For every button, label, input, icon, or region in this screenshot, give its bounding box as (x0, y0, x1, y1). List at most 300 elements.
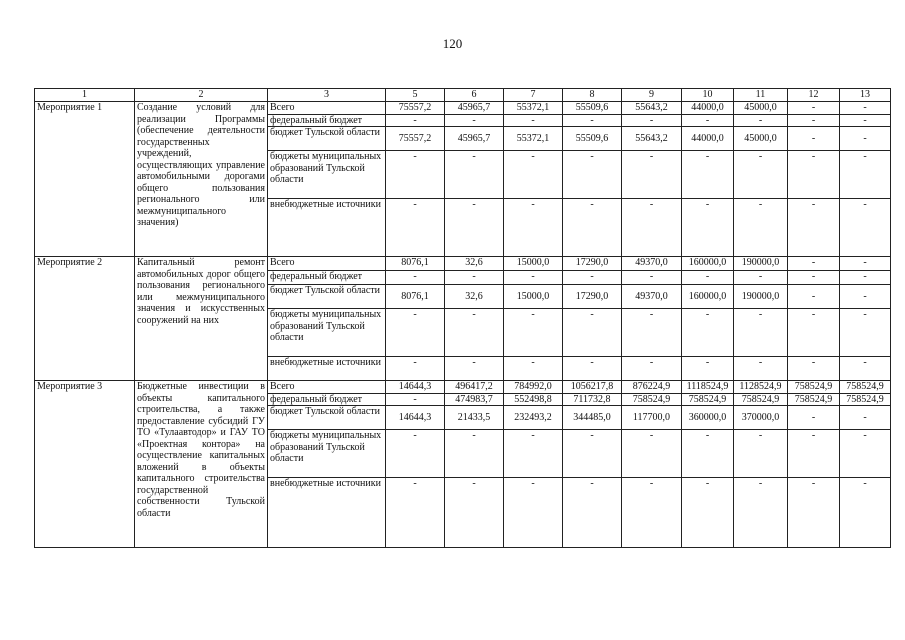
value-cell (622, 406, 682, 430)
value-text: 44000,0 (691, 102, 724, 113)
event-name: Мероприятие 3 (35, 381, 135, 548)
value-text: - (413, 478, 417, 489)
value-text: - (758, 430, 763, 441)
value-cell (788, 478, 840, 548)
value-text: - (649, 357, 654, 368)
value-text: 75557,2 (398, 102, 432, 113)
value-text: - (590, 478, 594, 489)
value-text: 1118524,9 (686, 381, 729, 392)
value-cell (386, 381, 445, 394)
event-description: Бюджетные инвестиции в объекты капитального строительства, а также предоставление субсидий ГУ ТО «Тулаавтодор» и ГАУ ТО «Проектная контора» на осуществление капитальных вложений в объекты капитального строительства государственной собственности Тульской области (135, 381, 268, 548)
value-cell (622, 114, 682, 127)
value-cell (788, 271, 840, 285)
value-text: - (590, 357, 594, 368)
value-text: 55643,2 (635, 102, 668, 113)
value-cell (563, 381, 622, 394)
value-cell (682, 114, 734, 127)
value-cell (504, 357, 563, 381)
header-cell: 8 (563, 89, 622, 102)
value-text: 55372,1 (516, 132, 550, 144)
value-text: - (863, 151, 867, 162)
value-cell (504, 127, 563, 151)
value-cell (682, 357, 734, 381)
value-cell (504, 199, 563, 257)
value-text: 55372,1 (516, 102, 550, 113)
value-cell (563, 430, 622, 478)
value-text: 496417,2 (455, 381, 493, 392)
value-text: - (811, 290, 816, 302)
value-text: - (472, 114, 476, 126)
header-row (35, 89, 891, 102)
value-cell (445, 430, 504, 478)
value-cell (622, 151, 682, 199)
value-cell (788, 357, 840, 381)
funding-source: бюджет Тульской области (268, 285, 386, 309)
value-cell (445, 478, 504, 548)
value-cell (445, 102, 504, 115)
value-text: - (705, 271, 710, 282)
value-cell (504, 309, 563, 357)
value-cell (445, 199, 504, 257)
value-text: 8076,1 (401, 290, 429, 302)
value-cell (386, 151, 445, 199)
event-description: Капитальный ремонт автомобильных дорог общего пользования регионального или межмуниципального значения и искусственных сооружений на них (135, 257, 268, 381)
value-cell (622, 393, 682, 406)
value-cell (734, 309, 788, 357)
value-text: 160000,0 (688, 290, 727, 302)
value-text: - (531, 430, 535, 441)
value-cell (682, 102, 734, 115)
value-cell (840, 151, 891, 199)
value-cell (840, 199, 891, 257)
value-cell (504, 406, 563, 430)
value-text: 474983,7 (455, 393, 493, 405)
value-text: - (811, 357, 816, 368)
value-text: - (472, 309, 476, 320)
value-text: 758524,9 (688, 393, 727, 405)
value-text: - (413, 271, 417, 282)
value-cell (563, 478, 622, 548)
value-text: 75557,2 (398, 132, 432, 144)
value-text: 45000,0 (744, 102, 777, 113)
value-cell (682, 127, 734, 151)
header-cell: 13 (840, 89, 891, 102)
value-text: - (758, 271, 763, 282)
value-cell (622, 257, 682, 271)
value-text: - (863, 114, 867, 126)
value-text: - (590, 309, 594, 320)
value-text: 15000,0 (516, 257, 550, 268)
value-text: - (811, 151, 816, 162)
value-cell (445, 406, 504, 430)
table-row (35, 381, 891, 394)
value-cell (445, 393, 504, 406)
value-text: 360000,0 (688, 411, 727, 423)
value-text: 758524,9 (794, 381, 833, 392)
value-cell (788, 102, 840, 115)
funding-source: бюджет Тульской области (268, 127, 386, 151)
value-cell (734, 357, 788, 381)
value-cell (734, 102, 788, 115)
value-cell (734, 430, 788, 478)
value-text: - (531, 114, 535, 126)
funding-source: Всего (268, 257, 386, 271)
value-text: 15000,0 (516, 290, 550, 302)
funding-source: внебюджетные источники (268, 357, 386, 381)
value-text: - (413, 151, 417, 162)
value-text: - (413, 430, 417, 441)
value-cell (788, 381, 840, 394)
value-cell (840, 357, 891, 381)
value-text: 55509,6 (575, 102, 609, 113)
value-text: - (811, 271, 816, 282)
value-cell (788, 127, 840, 151)
value-cell (840, 309, 891, 357)
value-text: - (863, 357, 867, 368)
funding-source: внебюджетные источники (268, 199, 386, 257)
value-text: 45000,0 (744, 132, 777, 144)
value-text: 758524,9 (794, 393, 833, 405)
value-text: - (705, 430, 710, 441)
value-text: 758524,9 (741, 393, 780, 405)
value-text: - (863, 199, 867, 210)
value-text: - (705, 357, 710, 368)
value-text: 190000,0 (741, 290, 780, 302)
funding-source: федеральный бюджет (268, 393, 386, 406)
value-text: - (863, 132, 867, 144)
value-cell (622, 285, 682, 309)
value-text: - (531, 357, 535, 368)
value-text: - (649, 114, 654, 126)
value-text: - (811, 257, 816, 268)
value-text: - (758, 151, 763, 162)
value-cell (386, 102, 445, 115)
value-cell (840, 102, 891, 115)
value-text: - (758, 478, 763, 489)
value-cell (734, 393, 788, 406)
value-cell (504, 271, 563, 285)
value-text: 17290,0 (575, 257, 609, 268)
value-text: - (811, 132, 816, 144)
value-cell (563, 406, 622, 430)
value-text: 8076,1 (401, 257, 429, 268)
value-text: - (649, 151, 654, 162)
value-text: - (590, 151, 594, 162)
value-cell (445, 285, 504, 309)
value-text: 758524,9 (632, 393, 671, 405)
value-cell (445, 151, 504, 199)
value-cell (563, 199, 622, 257)
value-cell (788, 309, 840, 357)
value-cell (563, 127, 622, 151)
event-description: Создание условий для реализации Программы (обеспечение деятельности государственных учреждений, осуществляющих управление автомобильными дорогами общего пользования регионального или межмуниципального значения) (135, 102, 268, 257)
value-text: - (413, 199, 417, 210)
value-text: - (705, 309, 710, 320)
budget-table (34, 88, 891, 548)
value-cell (788, 285, 840, 309)
value-cell (563, 102, 622, 115)
value-text: - (413, 393, 417, 405)
value-text: 784992,0 (514, 381, 552, 392)
value-cell (622, 309, 682, 357)
value-cell (386, 478, 445, 548)
value-cell (563, 285, 622, 309)
value-text: - (863, 102, 867, 113)
header-cell: 7 (504, 89, 563, 102)
header-cell: 5 (386, 89, 445, 102)
value-text: - (649, 271, 654, 282)
funding-source: федеральный бюджет (268, 114, 386, 127)
value-text: - (413, 309, 417, 320)
value-cell (682, 199, 734, 257)
value-text: - (413, 357, 417, 368)
value-cell (563, 357, 622, 381)
value-cell (445, 114, 504, 127)
value-text: - (472, 357, 476, 368)
value-text: 14644,3 (398, 411, 432, 423)
value-cell (563, 393, 622, 406)
value-cell (682, 309, 734, 357)
value-cell (445, 357, 504, 381)
value-cell (386, 309, 445, 357)
value-cell (504, 114, 563, 127)
value-text: 117700,0 (632, 411, 671, 423)
value-cell (386, 257, 445, 271)
value-text: - (649, 430, 654, 441)
funding-source: бюджеты муниципальных образований Тульской области (268, 309, 386, 357)
header-cell: 10 (682, 89, 734, 102)
value-cell (682, 393, 734, 406)
value-text: 49370,0 (635, 257, 668, 268)
value-text: - (413, 114, 417, 126)
value-cell (504, 151, 563, 199)
value-cell (840, 285, 891, 309)
value-cell (788, 151, 840, 199)
value-text: 55509,6 (575, 132, 609, 144)
table-body (35, 102, 891, 548)
value-text: 32,6 (465, 290, 483, 302)
value-cell (840, 393, 891, 406)
funding-source: бюджет Тульской области (268, 406, 386, 430)
value-cell (504, 478, 563, 548)
value-cell (734, 271, 788, 285)
value-text: 552498,8 (514, 393, 552, 405)
value-cell (386, 393, 445, 406)
value-cell (682, 257, 734, 271)
funding-source: Всего (268, 102, 386, 115)
value-text: 55643,2 (635, 132, 668, 144)
value-cell (386, 285, 445, 309)
value-text: - (758, 199, 763, 210)
value-text: - (531, 309, 535, 320)
header-cell: 11 (734, 89, 788, 102)
value-text: 14644,3 (398, 381, 432, 392)
value-cell (840, 114, 891, 127)
value-text: 190000,0 (741, 257, 780, 268)
value-cell (734, 478, 788, 548)
value-cell (445, 271, 504, 285)
value-cell (622, 430, 682, 478)
value-cell (840, 271, 891, 285)
value-cell (386, 199, 445, 257)
event-name: Мероприятие 2 (35, 257, 135, 381)
value-text: 370000,0 (741, 411, 780, 423)
value-text: - (863, 309, 867, 320)
header-cell: 6 (445, 89, 504, 102)
value-text: - (811, 114, 816, 126)
value-text: - (863, 411, 867, 423)
value-text: - (811, 430, 816, 441)
value-cell (788, 393, 840, 406)
value-cell (840, 478, 891, 548)
header-cell: 9 (622, 89, 682, 102)
value-cell (563, 309, 622, 357)
value-cell (682, 406, 734, 430)
value-text: - (590, 199, 594, 210)
value-text: - (590, 271, 594, 282)
value-cell (682, 151, 734, 199)
value-text: - (811, 102, 816, 113)
value-text: - (758, 114, 763, 126)
value-text: 876224,9 (632, 381, 671, 392)
value-cell (622, 127, 682, 151)
value-text: - (863, 478, 867, 489)
value-text: - (649, 309, 654, 320)
value-cell (445, 381, 504, 394)
header-cell: 1 (35, 89, 135, 102)
value-text: - (811, 309, 816, 320)
value-text: - (758, 309, 763, 320)
value-cell (788, 199, 840, 257)
value-cell (504, 102, 563, 115)
value-text: 32,6 (465, 257, 483, 268)
value-text: 758524,9 (846, 381, 884, 392)
value-cell (386, 114, 445, 127)
value-cell (622, 381, 682, 394)
value-text: - (811, 411, 816, 423)
page-number: 120 (442, 36, 463, 51)
funding-source: бюджеты муниципальных образований Тульской области (268, 430, 386, 478)
value-text: - (863, 271, 867, 282)
value-cell (840, 127, 891, 151)
event-name: Мероприятие 1 (35, 102, 135, 257)
value-cell (386, 127, 445, 151)
value-cell (734, 285, 788, 309)
table-row (35, 257, 891, 271)
value-text: - (472, 430, 476, 441)
value-cell (788, 114, 840, 127)
value-cell (788, 430, 840, 478)
value-text: - (705, 151, 710, 162)
value-cell (563, 257, 622, 271)
value-cell (840, 381, 891, 394)
value-cell (682, 430, 734, 478)
value-cell (563, 151, 622, 199)
value-cell (386, 430, 445, 478)
value-cell (563, 271, 622, 285)
value-text: - (705, 199, 710, 210)
value-text: - (649, 478, 654, 489)
value-cell (622, 478, 682, 548)
value-cell (504, 393, 563, 406)
value-text: - (811, 478, 816, 489)
value-text: 45965,7 (457, 132, 491, 144)
value-cell (504, 381, 563, 394)
value-text: - (811, 199, 816, 210)
value-text: - (649, 199, 654, 210)
value-text: 711732,8 (573, 393, 611, 405)
value-text: 758524,9 (846, 393, 884, 405)
value-cell (840, 406, 891, 430)
value-cell (682, 271, 734, 285)
value-text: - (863, 430, 867, 441)
value-cell (734, 381, 788, 394)
value-cell (682, 478, 734, 548)
value-cell (734, 257, 788, 271)
value-text: 1128524,9 (739, 381, 782, 392)
value-text: 45965,7 (457, 102, 491, 113)
value-text: 17290,0 (575, 290, 609, 302)
value-cell (734, 151, 788, 199)
table-row (35, 102, 891, 115)
header-cell: 12 (788, 89, 840, 102)
value-cell (734, 199, 788, 257)
value-cell (504, 285, 563, 309)
value-text: - (863, 290, 867, 302)
value-text: - (531, 199, 535, 210)
value-cell (682, 381, 734, 394)
value-text: - (472, 271, 476, 282)
value-text: - (531, 478, 535, 489)
value-text: 344485,0 (573, 411, 611, 423)
value-text: 21433,5 (457, 411, 491, 423)
funding-source: федеральный бюджет (268, 271, 386, 285)
value-text: 49370,0 (635, 290, 668, 302)
value-cell (840, 257, 891, 271)
value-cell (734, 406, 788, 430)
value-text: 1056217,8 (570, 381, 614, 392)
value-cell (504, 430, 563, 478)
value-cell (840, 430, 891, 478)
value-text: - (531, 271, 535, 282)
value-text: - (705, 114, 710, 126)
funding-source: Всего (268, 381, 386, 394)
value-text: - (531, 151, 535, 162)
value-text: - (590, 430, 594, 441)
value-text: 160000,0 (688, 257, 727, 268)
value-text: - (472, 199, 476, 210)
value-cell (622, 357, 682, 381)
value-cell (622, 199, 682, 257)
value-cell (563, 114, 622, 127)
value-text: - (472, 478, 476, 489)
value-text: - (758, 357, 763, 368)
funding-source: бюджеты муниципальных образований Тульской области (268, 151, 386, 199)
value-text: 232493,2 (514, 411, 552, 423)
value-text: - (863, 257, 867, 268)
value-cell (386, 271, 445, 285)
value-cell (386, 406, 445, 430)
funding-source: внебюджетные источники (268, 478, 386, 548)
value-cell (622, 102, 682, 115)
header-cell: 3 (268, 89, 386, 102)
value-cell (504, 257, 563, 271)
value-cell (788, 406, 840, 430)
value-text: 44000,0 (691, 132, 724, 144)
value-cell (445, 309, 504, 357)
value-cell (734, 127, 788, 151)
value-cell (445, 127, 504, 151)
